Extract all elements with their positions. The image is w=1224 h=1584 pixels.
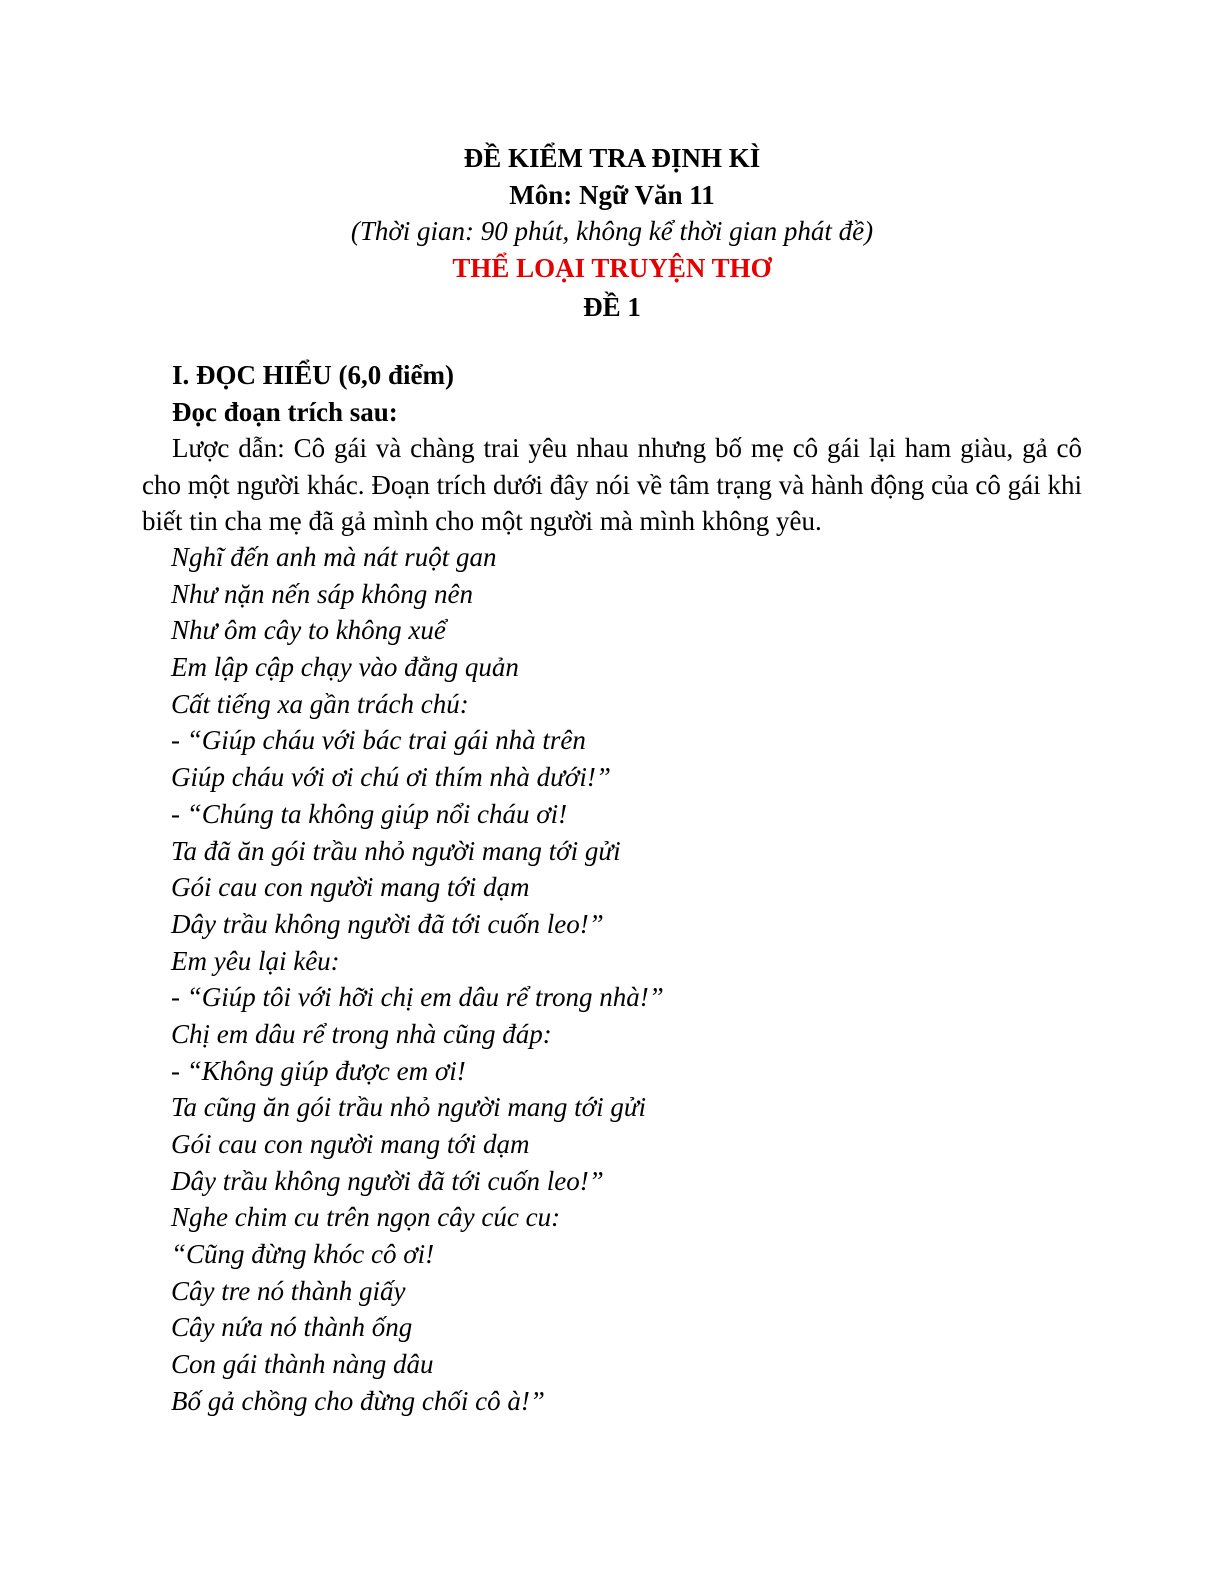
poem-line: Như nặn nến sáp không nên [171,578,473,609]
section-instruction: Đọc đoạn trích sau: [172,397,398,427]
poem-line: Gói cau con người mang tới dạm [171,872,530,903]
poem-line: Nghĩ đến anh mà nát ruột gan [171,542,497,572]
poem-line: Dây trầu không người đã tới cuốn leo!” [171,908,604,939]
intro-paragraph: Lược dẫn: Cô gái và chàng trai yêu nhau nhưng bố mẹ cô gái lại ham giàu, gả cô cho một người khác. Đoạn trích dưới đây nói về tâm trạng và hành động của cô gái khi biết tin cha mẹ đã gả mình cho một người mà mình không yêu. [142,433,1082,536]
poem-line: Cây nứa nó thành ống [171,1312,413,1343]
poem-line: Giúp cháu với ơi chú ơi thím nhà dưới!” [171,762,611,793]
poem-line: Cất tiếng xa gần trách chú: [171,688,469,719]
reading-section-header [172,356,1092,431]
exam-title: ĐỀ KIỂM TRA ĐỊNH KÌ [463,143,761,173]
poem-line: “Cũng đừng khóc cô ơi! [171,1239,435,1270]
poem-line: Gói cau con người mang tới dạm [171,1129,530,1159]
poem-line: - “Chúng ta không giúp nổi cháu ơi! [171,798,568,829]
poem-line: Bố gả chồng cho đừng chối cô à!” [171,1385,545,1416]
poem-line: Chị em dâu rể trong nhà cũng đáp: [171,1018,552,1049]
exam-time-note: (Thời gian: 90 phút, không kể thời gian phát đề) [350,216,874,246]
poem-line: Dây trầu không người đã tới cuốn leo!” [171,1165,604,1196]
poem-line: Em yêu lại kêu: [171,945,340,976]
exam-genre: THỂ LOẠI TRUYỆN THƠ [452,253,772,283]
poem-line: Như ôm cây to không xuể [171,615,446,646]
poem-line: - “Giúp tôi với hỡi chị em dâu rể trong nhà!” [171,982,664,1013]
exam-subject: Môn: Ngữ Văn 11 [509,180,715,210]
poem-excerpt [171,539,1071,1420]
poem-line: Em lập cập chạy vào đằng quản [171,652,519,683]
exam-number: ĐỀ 1 [583,292,641,322]
poem-line: Ta đã ăn gói trầu nhỏ người mang tới gửi [171,835,621,866]
section-title: I. ĐỌC HIỂU (6,0 điểm) [172,360,454,390]
poem-line: Ta cũng ăn gói trầu nhỏ người mang tới gửi [171,1092,647,1123]
exam-header [0,140,1224,326]
poem-line: - “Không giúp được em ơi! [171,1055,466,1086]
poem-line: - “Giúp cháu với bác trai gái nhà trên [171,725,586,756]
poem-line: Con gái thành nàng dâu [171,1349,434,1380]
poem-line: Cây tre nó thành giấy [171,1275,406,1306]
poem-line: Nghe chim cu trên ngọn cây cúc cu: [171,1202,561,1233]
